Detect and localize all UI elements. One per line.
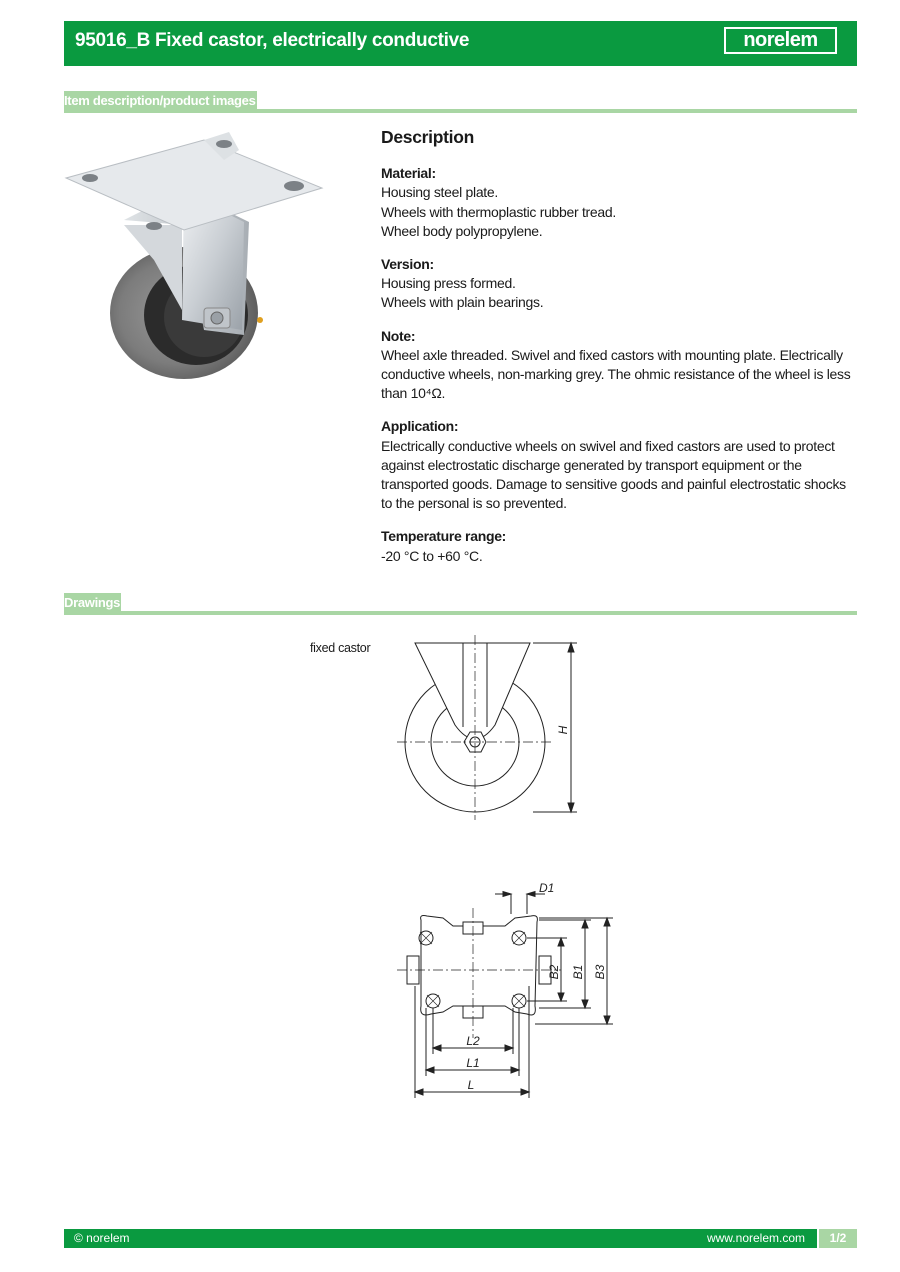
temperature-title: Temperature range: [381, 528, 507, 545]
application-title: Application: [381, 418, 459, 435]
section-label-drawings: Drawings [64, 595, 121, 610]
note-text: Wheel axle threaded. Swivel and fixed castors with mounting plate. Electrically conductive wheels, non-marking grey. The ohmic resistance of the wheel is less than 10⁴Ω. [381, 346, 851, 402]
material-block [381, 164, 859, 241]
page-title: 95016_B Fixed castor, electrically conductive [75, 30, 470, 51]
note-block [381, 327, 859, 404]
note-title: Note: [381, 327, 416, 344]
drawing-side-view [395, 635, 595, 820]
temperature-text: -20 °C to +60 °C. [381, 547, 483, 564]
version-line: Housing press formed. [381, 275, 516, 292]
description-heading: Description [381, 127, 474, 147]
section-rule-drawings [64, 611, 857, 615]
dimension-label-l1: L1 [466, 1056, 480, 1070]
application-text: Electrically conductive wheels on swivel and fixed castors are used to protect against electrostatic discharge generated by transport equipment or the transported goods. Damage to sensitive goods and painful electrostatic shocks to the personal is so prevented. [381, 437, 846, 512]
application-block [381, 417, 859, 513]
material-line: Housing steel plate. [381, 184, 498, 201]
dimension-label-d1: D1 [539, 881, 555, 895]
dimension-label-b3: B3 [593, 964, 607, 980]
version-line: Wheels with plain bearings. [381, 294, 544, 311]
description-panel [381, 128, 859, 580]
page-footer [64, 1229, 857, 1248]
material-title: Material: [381, 165, 436, 182]
dimension-label-l2: L2 [466, 1034, 480, 1048]
version-block [381, 255, 859, 313]
temperature-block [381, 527, 859, 565]
version-title: Version: [381, 256, 434, 273]
footer-website-link[interactable]: www.norelem.com [706, 1231, 805, 1245]
dimension-label-h: H [556, 725, 570, 735]
page-header [64, 21, 857, 66]
drawing-caption: fixed castor [310, 641, 371, 655]
dimension-label-b1: B1 [571, 964, 585, 980]
dimension-label-l: L [467, 1078, 475, 1092]
section-label-item-description: Item description/product images [64, 93, 256, 108]
footer-copyright: © norelem [74, 1231, 130, 1245]
footer-page-number: 1/2 [817, 1229, 857, 1248]
product-image [64, 130, 326, 380]
dimension-label-b2: B2 [547, 964, 561, 980]
drawing-top-view [395, 878, 625, 1108]
norelem-logo: norelem [724, 27, 837, 54]
material-line: Wheels with thermoplastic rubber tread. [381, 203, 616, 220]
material-line: Wheel body polypropylene. [381, 222, 543, 239]
